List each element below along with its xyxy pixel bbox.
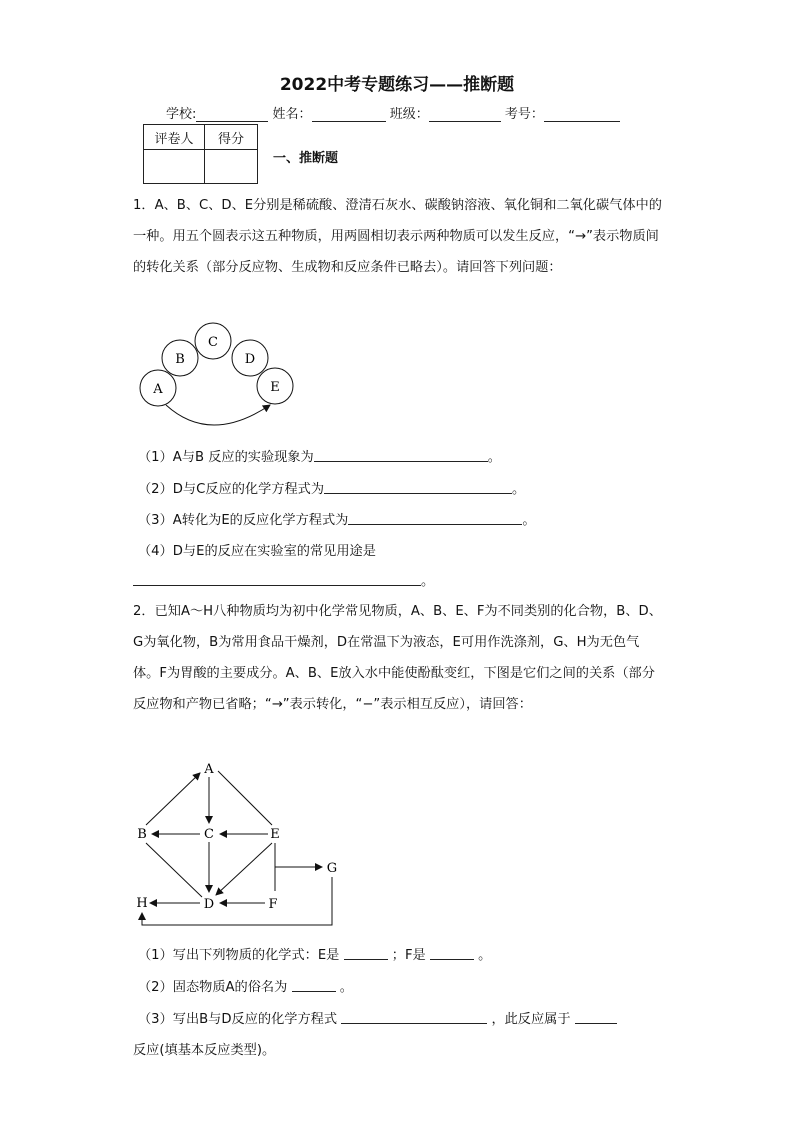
- q2-answer-a-blank[interactable]: [292, 978, 336, 992]
- circle-a-label: A: [153, 382, 163, 397]
- grader-cell[interactable]: [144, 150, 205, 184]
- circle-e-label: E: [270, 380, 280, 395]
- class-label: 班级：: [389, 107, 429, 122]
- q1-answer1-blank[interactable]: [314, 448, 488, 462]
- q2-stem: 2．已知A～H八种物质均为初中化学常见物质，A、B、E、F为不同类别的化合物，B、D、G为氧化物，B为常用食品干燥剂，D在常温下为液态，E可用作洗涤剂，G、H为无色气体。F为胃酸的主要成分。A、B、E放入水中能使酚酞变红，下图是它们之间的关系（部分反应物和产物已省略；“→”表示转化，“−”表示相互反应），请回答：: [133, 604, 662, 712]
- class-blank[interactable]: [429, 107, 501, 122]
- q1-stem: 1．A、B、C、D、E分别是稀硫酸、澄清石灰水、碳酸钠溶液、氧化铜和二氧化碳气体中的一种。用五个圆表示这五种物质，用两圆相切表示两种物质可以发生反应，“→”表示物质间的转化关系（部分反应物、生成物和反应条件已略去）。请回答下列问题：: [133, 198, 662, 275]
- node-a: A: [204, 762, 214, 777]
- a-to-e-arrow: [166, 405, 270, 425]
- q1-answer4-blank[interactable]: [133, 572, 421, 586]
- circle-b-label: B: [175, 352, 185, 367]
- q2-sub3-continued: 反应(填基本反应类型)。: [133, 1043, 276, 1058]
- q2-equation-blank[interactable]: [341, 1010, 487, 1024]
- node-h: H: [136, 896, 148, 911]
- exam-number-blank[interactable]: [544, 107, 620, 122]
- q1-sub4-answer-line: 。: [133, 570, 434, 589]
- q2-answer-f-blank[interactable]: [430, 946, 474, 960]
- node-d: D: [203, 897, 215, 912]
- node-e: E: [270, 827, 280, 842]
- q1-sub4: （4）D与E的反应在实验室的常见用途是: [138, 544, 376, 559]
- school-label: 学校:: [166, 107, 197, 122]
- section-heading: 一、推断题: [273, 151, 339, 166]
- grader-header: 评卷人: [144, 125, 205, 150]
- score-table: [143, 124, 258, 184]
- page-title: 2022中考专题练习——推断题: [279, 75, 515, 95]
- node-f: F: [268, 897, 278, 912]
- node-c: C: [204, 827, 214, 842]
- node-g: G: [326, 861, 338, 876]
- circle-d-label: D: [244, 352, 256, 367]
- name-blank[interactable]: [312, 107, 386, 122]
- student-info-line: [166, 103, 620, 122]
- q1-circle-diagram: [130, 315, 310, 435]
- q2-relation-diagram: [130, 755, 360, 930]
- node-b: B: [137, 827, 147, 842]
- exam-number-label: 考号：: [504, 107, 544, 122]
- edge-g-to-h: [142, 877, 332, 925]
- q2-sub3: （3）写出B与D反应的化学方程式 ，此反应属于: [138, 1008, 617, 1027]
- score-cell[interactable]: [205, 150, 258, 184]
- q1-sub3: （3）A转化为E的反应化学方程式为 。: [138, 513, 536, 528]
- score-header: 得分: [205, 125, 258, 150]
- name-label: 姓名：: [272, 107, 312, 122]
- q1-answer3-blank[interactable]: [348, 511, 522, 525]
- q2-answer-e-blank[interactable]: [344, 946, 388, 960]
- school-blank[interactable]: [196, 107, 268, 122]
- circle-c-label: C: [208, 335, 218, 350]
- q2-sub2: （2）固态物质A的俗名为 。: [138, 980, 353, 995]
- edge-e-to-d: [216, 843, 272, 895]
- edge-b-d: [146, 843, 202, 897]
- q2-sub1: （1）写出下列物质的化学式：E是 ；F是 。: [138, 948, 492, 963]
- q1-sub2: （2）D与C反应的化学方程式为 。: [138, 482, 526, 497]
- edge-b-to-a: [146, 773, 200, 825]
- q2-reaction-type-blank[interactable]: [575, 1010, 617, 1024]
- q1-sub1: （1）A与B 反应的实验现象为 。: [138, 450, 501, 465]
- q1-answer2-blank[interactable]: [324, 480, 512, 494]
- edge-a-e: [218, 771, 272, 825]
